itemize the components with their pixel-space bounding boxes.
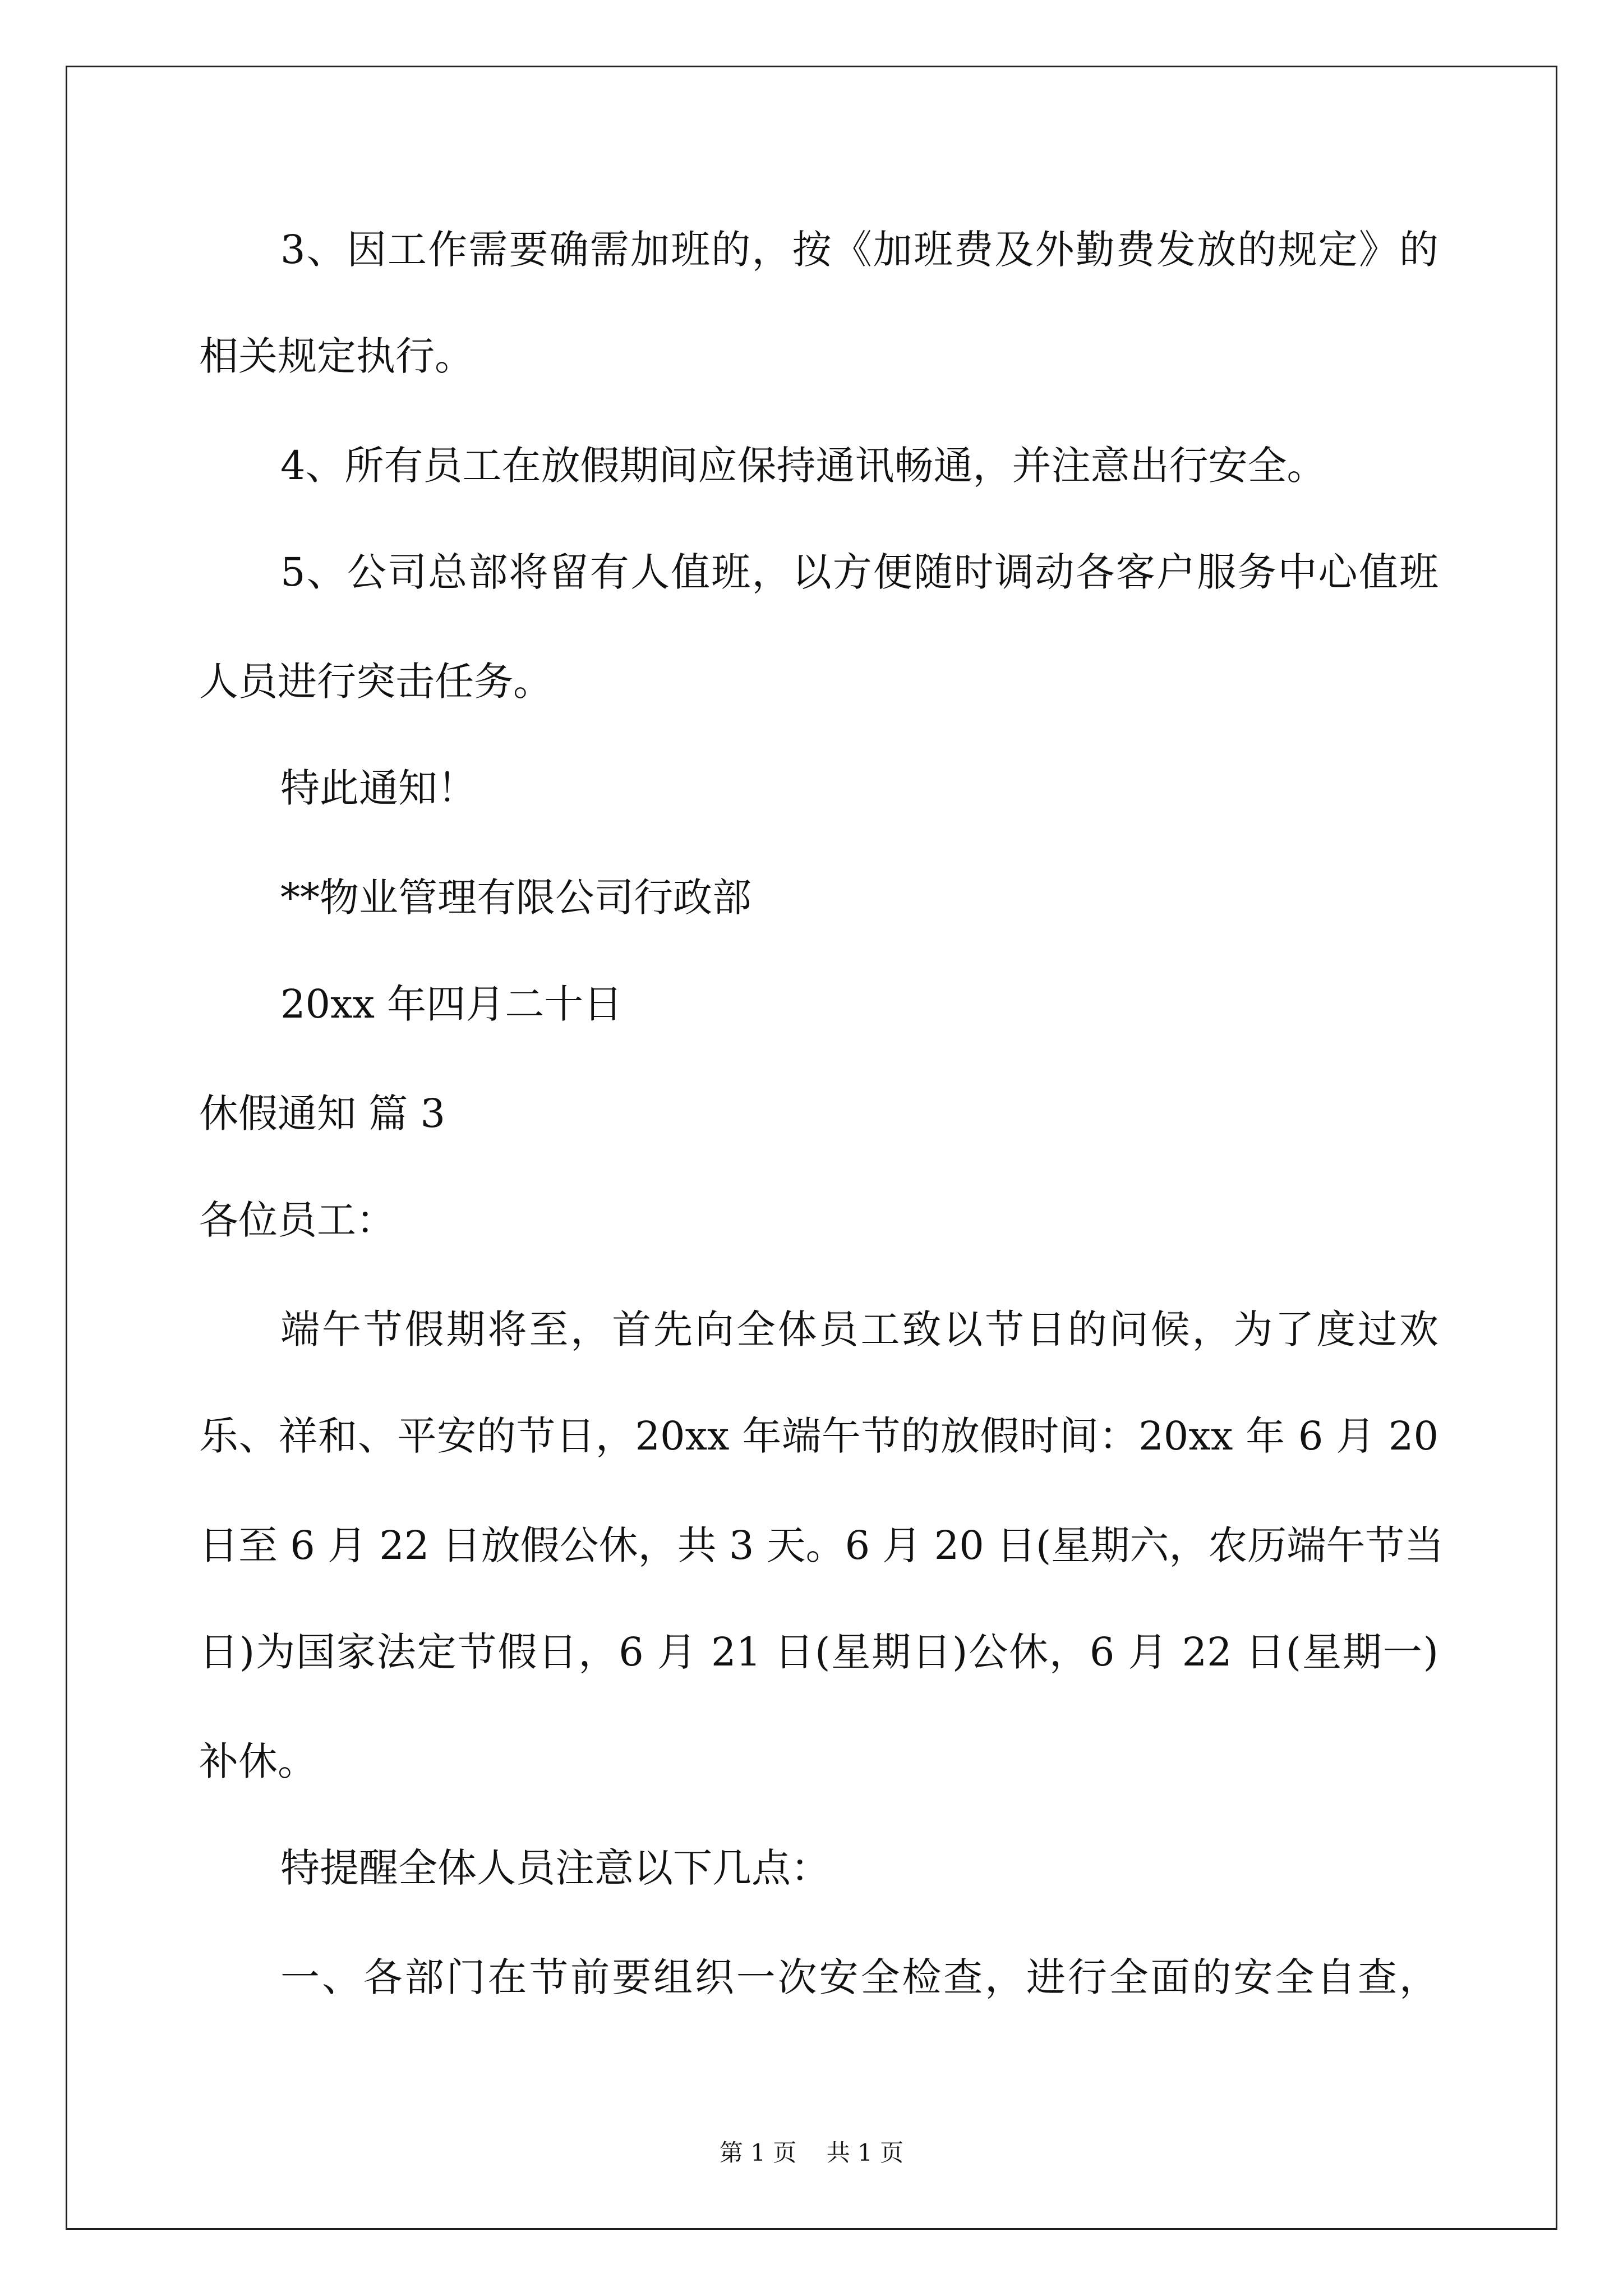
salutation: 各位员工： [199,1197,395,1243]
body-paragraph-line3: 日至 6 月 22 日放假公休，共 3 天。6 月 20 日(星期六，农历端午节当 [199,1522,1444,1568]
notice-closing: 特此通知！ [280,765,477,811]
signature-date: 20xx 年四月二十日 [280,981,623,1027]
paragraph-item5-line1: 5、公司总部将留有人值班，以方便随时调动各客户服务中心值班 [280,549,1438,595]
body-paragraph-line4: 日)为国家法定节假日，6 月 21 日(星期日)公休，6 月 22 日(星期一) [199,1629,1438,1675]
paragraph-item5-line2: 人员进行突击任务。 [199,659,552,705]
page-footer: 第 1 页 共 1 页 [719,2139,904,2166]
paragraph-item3-line1: 3、因工作需要确需加班的，按《加班费及外勤费发放的规定》的 [280,227,1438,273]
section-title: 休假通知 篇 3 [199,1091,446,1137]
reminder-intro: 特提醒全体人员注意以下几点： [280,1845,830,1891]
list-item-1-line1: 一、各部门在节前要组织一次安全检查，进行全面的安全自查， [280,1954,1438,2000]
page-border [66,66,1557,2230]
body-paragraph-line1: 端午节假期将至，首先向全体员工致以节日的问候，为了度过欢 [280,1306,1438,1352]
signature-organization: **物业管理有限公司行政部 [280,875,751,921]
body-paragraph-line2: 乐、祥和、平安的节日，20xx 年端午节的放假时间：20xx 年 6 月 20 [199,1413,1438,1459]
paragraph-item3-line2: 相关规定执行。 [199,333,474,379]
body-paragraph-line5: 补休。 [199,1738,317,1784]
paragraph-item4: 4、所有员工在放假期间应保持通讯畅通，并注意出行安全。 [280,443,1326,489]
